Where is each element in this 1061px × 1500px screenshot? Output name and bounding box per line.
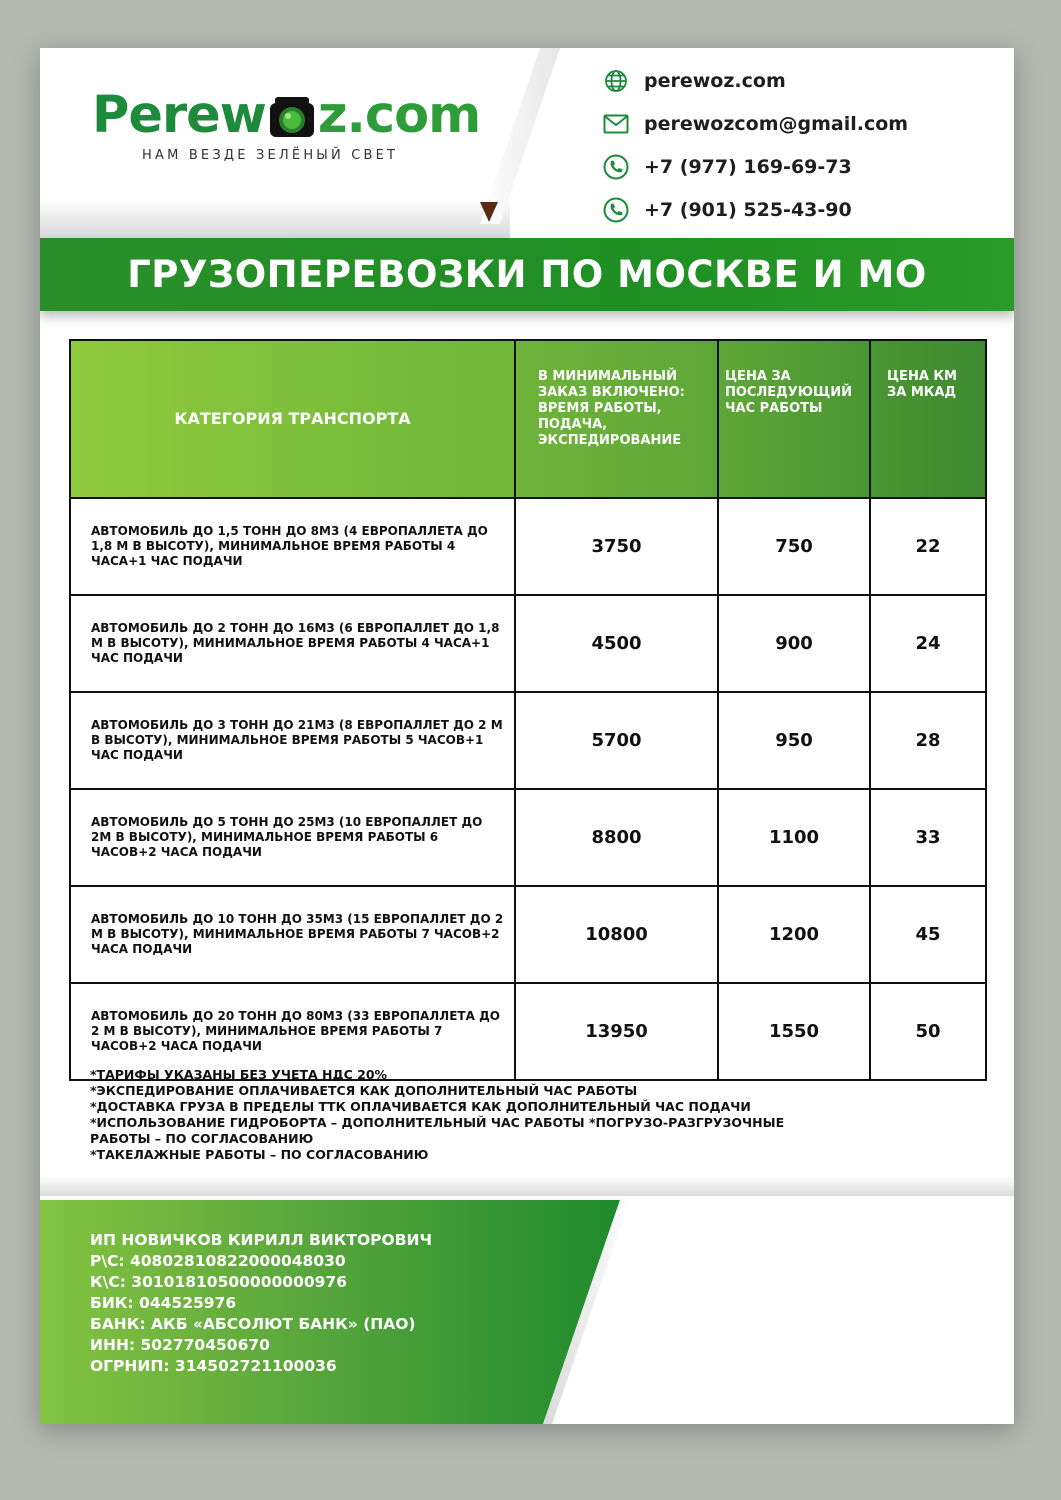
phone-icon: [602, 153, 630, 181]
note-line: *ДОСТАВКА ГРУЗА В ПРЕДЕЛЫ ТТК ОПЛАЧИВАЕТСЯ КАК ДОПОЛНИТЕЛЬНЫЙ ЧАС ПОДАЧИ: [90, 1099, 751, 1114]
slogan: НАМ ВЕЗДЕ ЗЕЛЁНЫЙ СВЕТ: [142, 148, 399, 163]
row-category: АВТОМОБИЛЬ ДО 3 ТОНН ДО 21М3 (8 ЕВРОПАЛЛЕТ ДО 2 М В ВЫСОТУ), МИНИМАЛЬНОЕ ВРЕМЯ РАБОТЫ 5 ЧАСОВ+1 ЧАС ПОДАЧИ: [70, 692, 515, 789]
contact-website[interactable]: [602, 66, 908, 96]
contact-email[interactable]: [602, 109, 908, 139]
row-km-price: 22: [870, 498, 986, 595]
email-link[interactable]: perewozcom@gmail.com: [644, 113, 909, 135]
row-km-price: 50: [870, 983, 986, 1080]
header-km-price: ЦЕНА КМ ЗА МКАД: [870, 340, 986, 498]
header-shade: [40, 198, 510, 238]
price-table: [69, 339, 987, 1081]
row-min-order: 10800: [515, 886, 718, 983]
contacts-block: [602, 66, 908, 238]
phone-1-link[interactable]: +7 (977) 169-69-73: [644, 156, 852, 178]
row-hour-price: 1100: [718, 789, 870, 886]
phone-2-link[interactable]: +7 (901) 525-43-90: [644, 199, 852, 221]
note-line: *ЭКСПЕДИРОВАНИЕ ОПЛАЧИВАЕТСЯ КАК ДОПОЛНИТЕЛЬНЫЙ ЧАС РАБОТЫ: [90, 1083, 638, 1098]
header-hour-price: ЦЕНА ЗА ПОСЛЕДУЮЩИЙ ЧАС РАБОТЫ: [718, 340, 870, 498]
header-category: КАТЕГОРИЯ ТРАНСПОРТА: [70, 340, 515, 498]
requisite-corr-account: К\С: 30101810500000000976: [90, 1273, 347, 1291]
row-km-price: 45: [870, 886, 986, 983]
title-banner: [40, 238, 1014, 311]
table-header-row: [70, 340, 986, 498]
note-line: РАБОТЫ – ПО СОГЛАСОВАНИЮ: [90, 1131, 314, 1146]
requisite-bank: БАНК: АКБ «АБСОЛЮТ БАНК» (ПАО): [90, 1315, 416, 1333]
row-hour-price: 750: [718, 498, 870, 595]
footer-shade: [40, 1176, 1014, 1196]
table-row: [70, 886, 986, 983]
page-title: ГРУЗОПЕРЕВОЗКИ ПО МОСКВЕ И МО: [127, 253, 927, 296]
requisite-inn: ИНН: 502770450670: [90, 1336, 270, 1354]
footer: [40, 1200, 1014, 1424]
row-hour-price: 950: [718, 692, 870, 789]
requisite-account: Р\С: 40802810822000048030: [90, 1252, 346, 1270]
row-min-order: 4500: [515, 595, 718, 692]
row-min-order: 3750: [515, 498, 718, 595]
row-min-order: 13950: [515, 983, 718, 1080]
phone-icon: [602, 196, 630, 224]
row-category: АВТОМОБИЛЬ ДО 2 ТОНН ДО 16М3 (6 ЕВРОПАЛЛЕТ ДО 1,8 М В ВЫСОТУ), МИНИМАЛЬНОЕ ВРЕМЯ РАБОТЫ 4 ЧАСА+1 ЧАС ПОДАЧИ: [70, 595, 515, 692]
contact-phone-2[interactable]: [602, 195, 908, 225]
table-row: [70, 498, 986, 595]
contact-phone-1[interactable]: [602, 152, 908, 182]
price-list-sheet: [40, 48, 1014, 1424]
row-hour-price: 1200: [718, 886, 870, 983]
row-category: АВТОМОБИЛЬ ДО 1,5 ТОНН ДО 8М3 (4 ЕВРОПАЛЛЕТА ДО 1,8 М В ВЫСОТУ), МИНИМАЛЬНОЕ ВРЕМЯ РАБОТЫ 4 ЧАСА+1 ЧАС ПОДАЧИ: [70, 498, 515, 595]
notes: [90, 1067, 890, 1163]
table-row: [70, 595, 986, 692]
traffic-light-icon: [267, 93, 317, 143]
logo-text-left: Perew: [92, 86, 266, 145]
requisite-ogrnip: ОГРНИП: 314502721100036: [90, 1357, 337, 1375]
requisite-owner: ИП НОВИЧКОВ КИРИЛЛ ВИКТОРОВИЧ: [90, 1231, 433, 1249]
table-row: [70, 789, 986, 886]
note-line: *ИСПОЛЬЗОВАНИЕ ГИДРОБОРТА – ДОПОЛНИТЕЛЬНЫЙ ЧАС РАБОТЫ *ПОГРУЗО-РАЗГРУЗОЧНЫЕ: [90, 1115, 785, 1130]
requisites: [90, 1230, 432, 1377]
row-km-price: 33: [870, 789, 986, 886]
row-hour-price: 1550: [718, 983, 870, 1080]
logo: [92, 86, 481, 166]
logo-wordmark: [92, 86, 481, 146]
logo-text-right: z.com: [317, 86, 481, 145]
header-diagonal: [480, 48, 560, 224]
row-category: АВТОМОБИЛЬ ДО 20 ТОНН ДО 80М3 (33 ЕВРОПАЛЛЕТА ДО 2 М В ВЫСОТУ), МИНИМАЛЬНОЕ ВРЕМЯ РАБОТЫ 7 ЧАСОВ+2 ЧАСА ПОДАЧИ: [70, 983, 515, 1080]
requisite-bik: БИК: 044525976: [90, 1294, 237, 1312]
row-km-price: 28: [870, 692, 986, 789]
website-link[interactable]: perewoz.com: [644, 70, 786, 92]
header-min-order: В МИНИМАЛЬНЫЙ ЗАКАЗ ВКЛЮЧЕНО: ВРЕМЯ РАБОТЫ, ПОДАЧА, ЭКСПЕДИРОВАНИЕ: [515, 340, 718, 498]
row-category: АВТОМОБИЛЬ ДО 5 ТОНН ДО 25М3 (10 ЕВРОПАЛЛЕТ ДО 2М В ВЫСОТУ), МИНИМАЛЬНОЕ ВРЕМЯ РАБОТЫ 6 ЧАСОВ+2 ЧАСА ПОДАЧИ: [70, 789, 515, 886]
mail-icon: [602, 110, 630, 138]
note-line: *ТАКЕЛАЖНЫЕ РАБОТЫ – ПО СОГЛАСОВАНИЮ: [90, 1147, 429, 1162]
row-category: АВТОМОБИЛЬ ДО 10 ТОНН ДО 35М3 (15 ЕВРОПАЛЛЕТ ДО 2 М В ВЫСОТУ), МИНИМАЛЬНОЕ ВРЕМЯ РАБОТЫ 7 ЧАСОВ+2 ЧАСА ПОДАЧИ: [70, 886, 515, 983]
globe-icon: [602, 67, 630, 95]
row-hour-price: 900: [718, 595, 870, 692]
row-min-order: 8800: [515, 789, 718, 886]
table-row: [70, 983, 986, 1080]
row-km-price: 24: [870, 595, 986, 692]
row-min-order: 5700: [515, 692, 718, 789]
note-line: *ТАРИФЫ УКАЗАНЫ БЕЗ УЧЕТА НДС 20%: [90, 1067, 388, 1082]
table-row: [70, 692, 986, 789]
